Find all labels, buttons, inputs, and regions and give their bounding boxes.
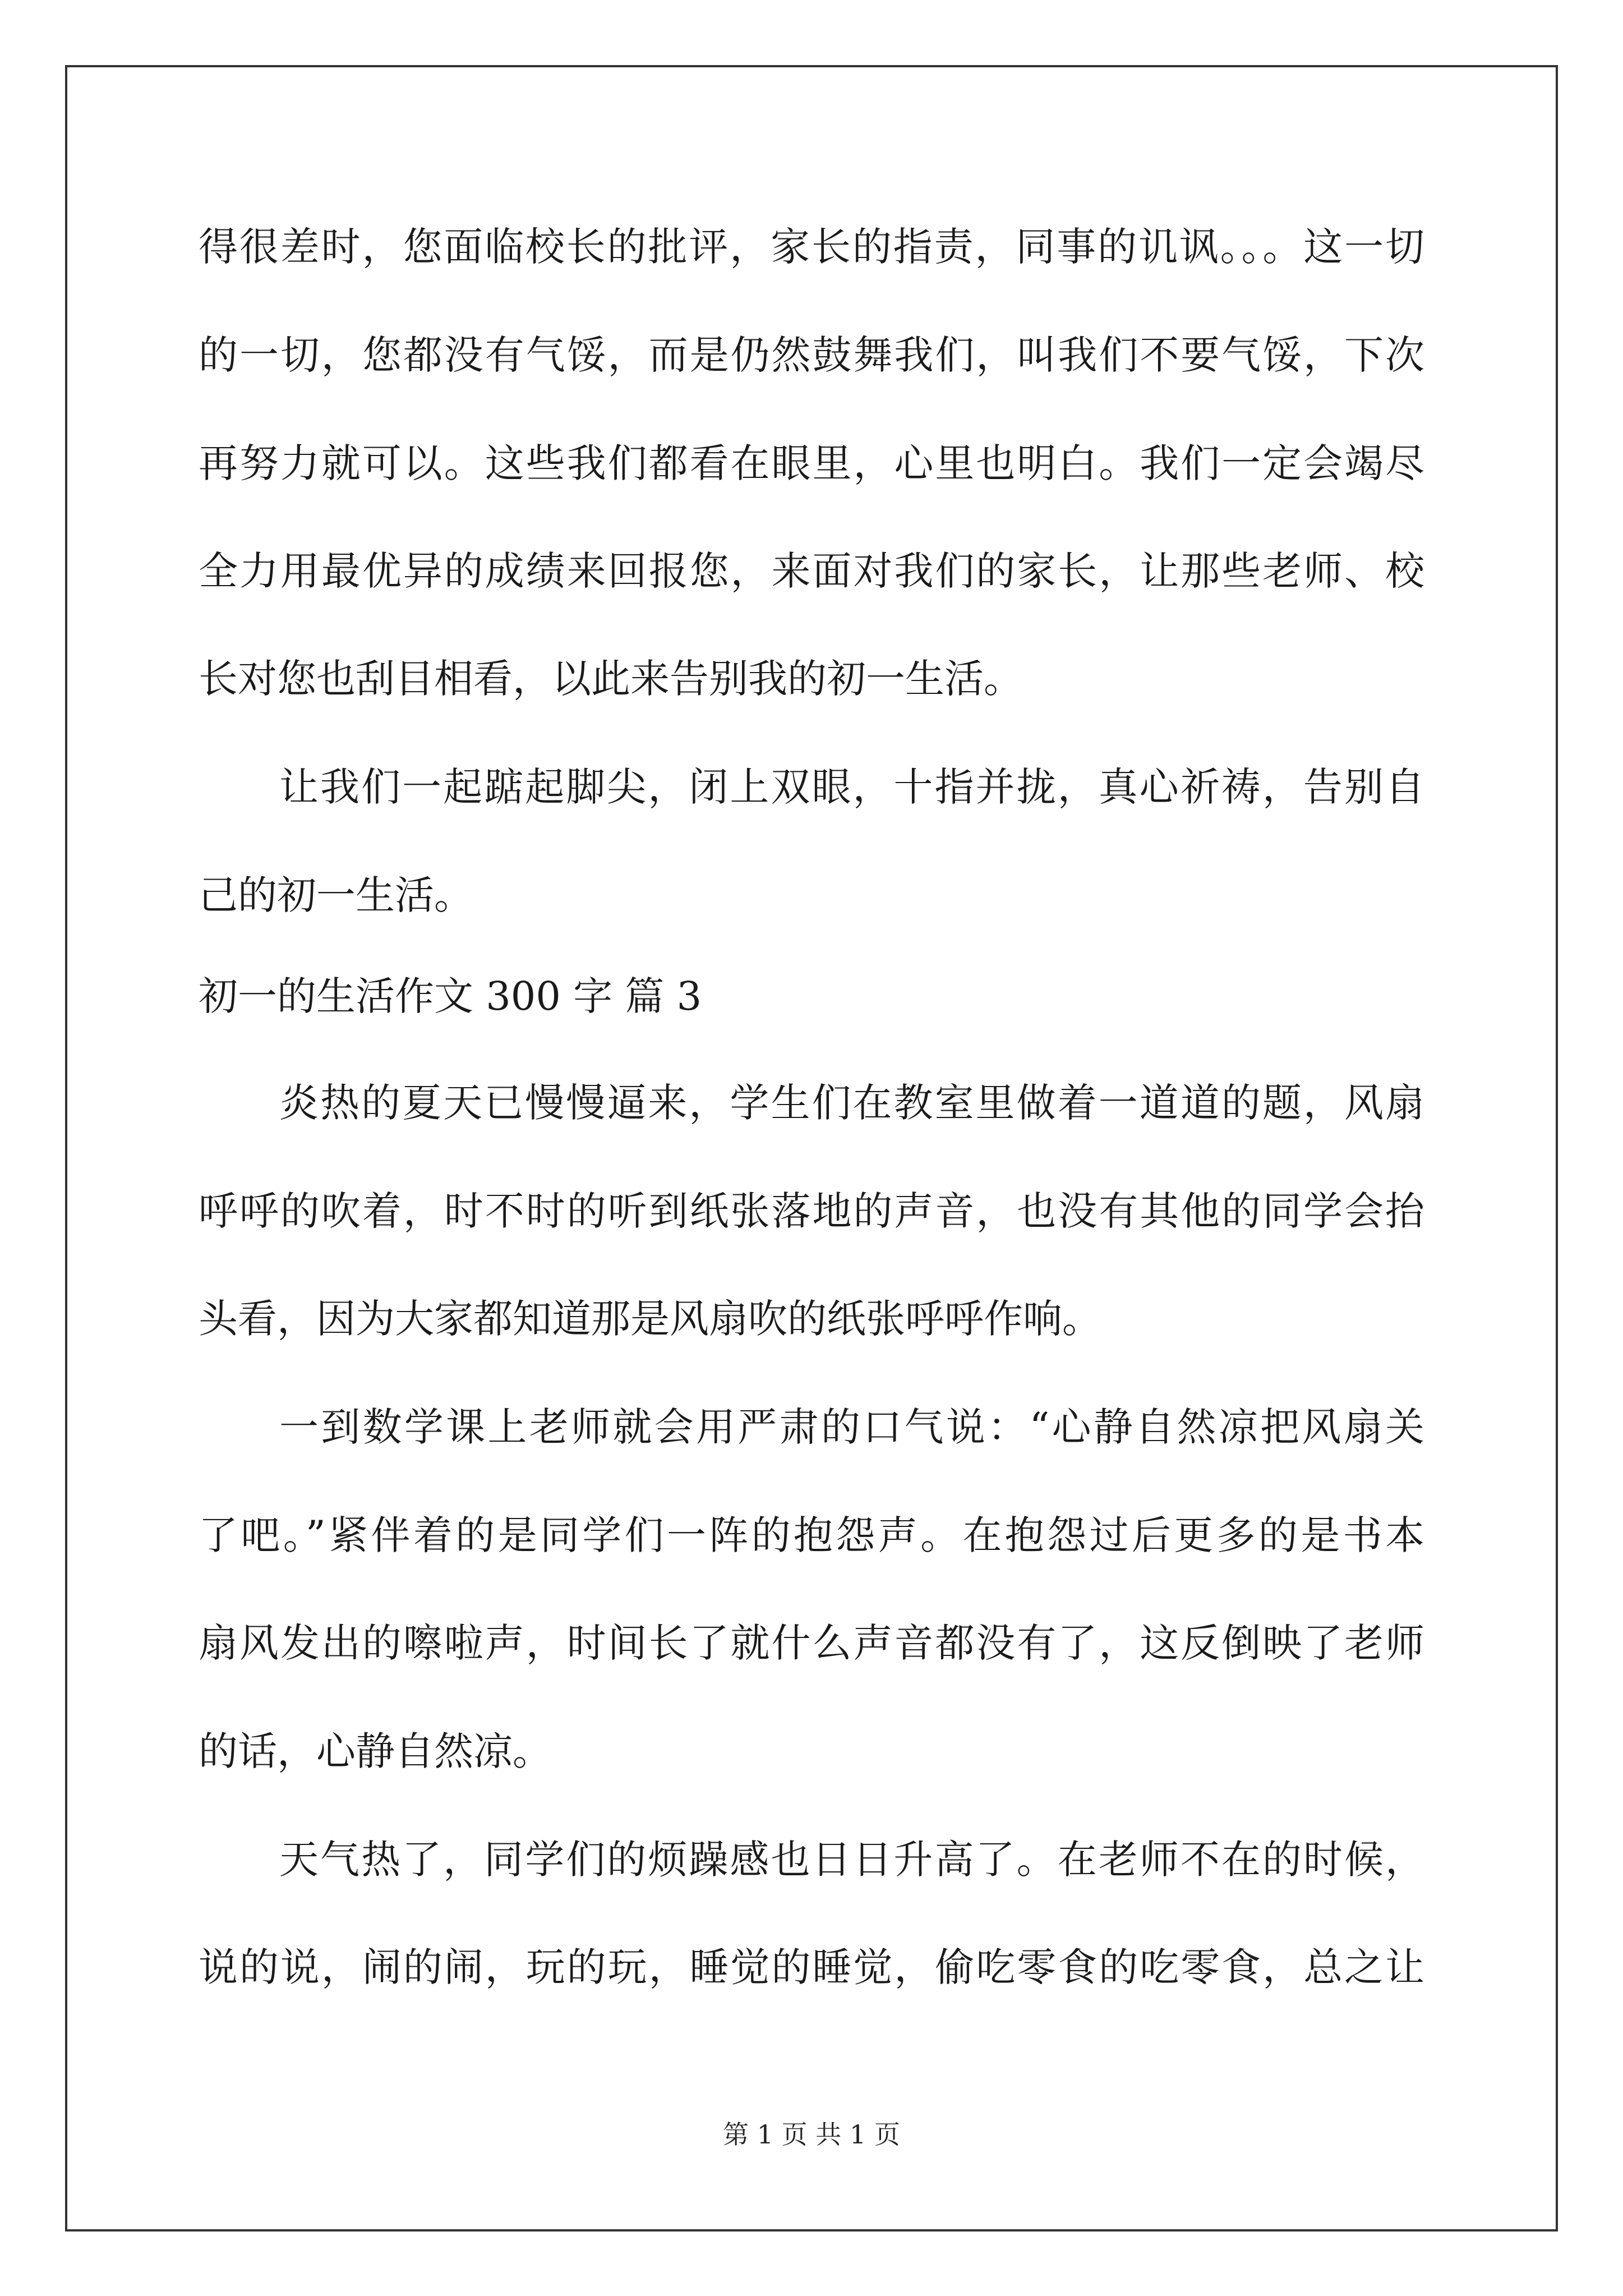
text-line-15: 的话，心静自然凉。 [199, 1728, 552, 1774]
text-line-11: 头看，因为大家都知道那是风扇吹的纸张呼呼作响。 [199, 1296, 1101, 1342]
text-line-16: 天气热了，同学们的烦躁感也日日升高了。在老师不在的时候， [279, 1837, 1424, 1883]
text-line-6: 让我们一起踮起脚尖，闭上双眼，十指并拢，真心祈祷，告别自 [279, 764, 1424, 810]
text-line-13: 了吧。”紧伴着的是同学们一阵的抱怨声。在抱怨过后更多的是书本 [199, 1512, 1424, 1558]
text-line-5: 长对您也刮目相看，以此来告别我的初一生活。 [199, 656, 1023, 702]
text-line-10: 呼呼的吹着，时不时的听到纸张落地的声音，也没有其他的同学会抬 [199, 1188, 1424, 1234]
text-line-14: 扇风发出的嚓啦声，时间长了就什么声音都没有了，这反倒映了老师 [199, 1620, 1424, 1666]
text-line-3: 再努力就可以。这些我们都看在眼里，心里也明白。我们一定会竭尽 [199, 440, 1424, 486]
text-line-4: 全力用最优异的成绩来回报您，来面对我们的家长，让那些老师、校 [199, 548, 1424, 594]
text-line-12: 一到数学课上老师就会用严肃的口气说：“心静自然凉把风扇关 [279, 1404, 1424, 1450]
section-heading: 初一的生活作文 300 字 篇 3 [199, 973, 702, 1019]
text-line-17: 说的说，闹的闹，玩的玩，睡觉的睡觉，偷吃零食的吃零食，总之让 [199, 1944, 1424, 1990]
text-line-2: 的一切，您都没有气馁，而是仍然鼓舞我们，叫我们不要气馁，下次 [199, 332, 1424, 378]
page-border [65, 65, 1558, 2231]
text-line-7: 己的初一生活。 [199, 872, 473, 918]
page-footer: 第 1 页 共 1 页 [723, 2119, 900, 2150]
text-line-9: 炎热的夏天已慢慢逼来，学生们在教室里做着一道道的题，风扇 [279, 1080, 1424, 1126]
text-line-1: 得很差时，您面临校长的批评，家长的指责，同事的讥讽。。。这一切 [199, 224, 1424, 270]
